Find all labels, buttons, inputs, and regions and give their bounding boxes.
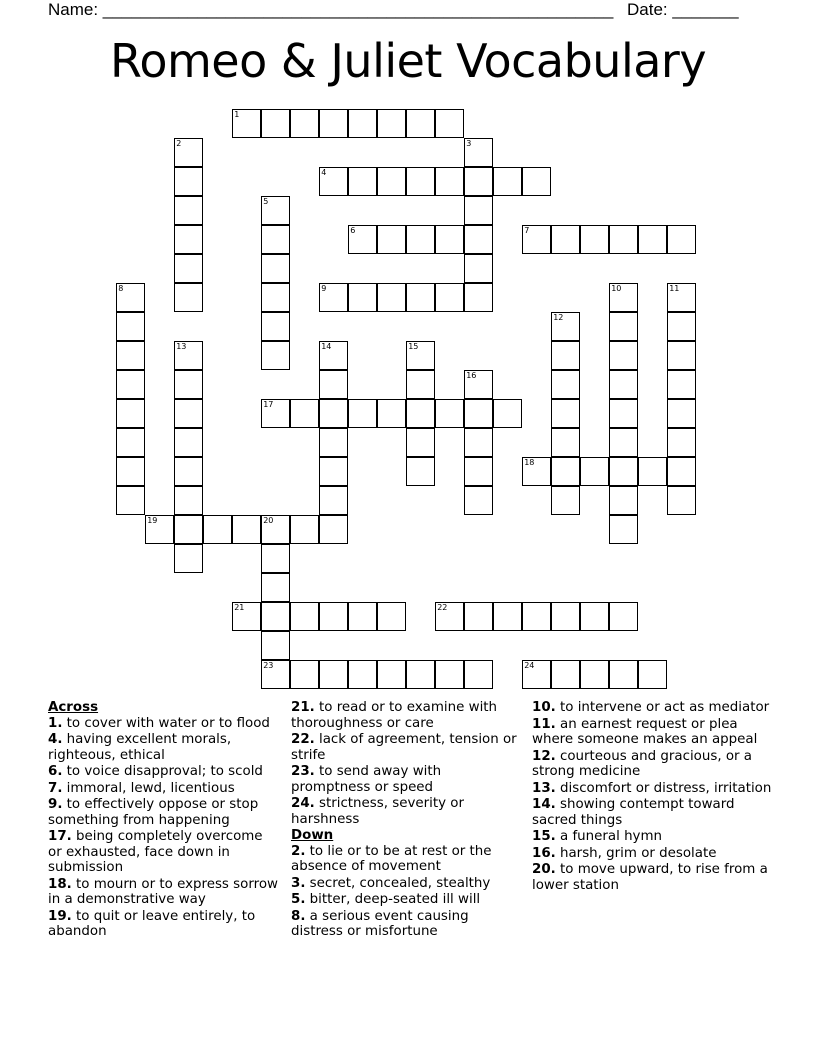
- clue-number-label: 8.: [291, 908, 306, 924]
- clue-number-label: 12.: [532, 748, 556, 764]
- grid-cell[interactable]: [116, 341, 145, 370]
- clue-column-2: [291, 700, 519, 941]
- grid-cell[interactable]: [232, 109, 261, 138]
- grid-cell[interactable]: [609, 312, 638, 341]
- clue-text: strictness, severity or harshness: [291, 796, 464, 827]
- clue-text: courteous and gracious, or a strong medicine: [532, 748, 753, 779]
- grid-cell[interactable]: [580, 457, 609, 486]
- clue-number-label: 6.: [48, 764, 63, 779]
- grid-cell[interactable]: [377, 399, 406, 428]
- clue-number: 12: [553, 313, 564, 323]
- grid-cell[interactable]: [406, 341, 435, 370]
- grid-cell[interactable]: [261, 196, 290, 225]
- clue-number: 4: [321, 168, 327, 178]
- grid-cell[interactable]: [667, 370, 696, 399]
- grid-cell[interactable]: [551, 602, 580, 631]
- grid-cell[interactable]: [348, 602, 377, 631]
- clue-number: 17: [263, 400, 274, 410]
- grid-cell[interactable]: [609, 602, 638, 631]
- grid-cell[interactable]: [406, 370, 435, 399]
- grid-cell[interactable]: [290, 515, 319, 544]
- clue-text: an earnest request or plea where someone makes an appeal: [532, 716, 758, 747]
- clue-item: [291, 796, 519, 827]
- grid-cell[interactable]: [435, 225, 464, 254]
- clue-text: showing contempt toward sacred things: [532, 797, 735, 828]
- clue-item: [291, 892, 519, 908]
- clue-text: to send away with promptness or speed: [291, 764, 442, 795]
- across-clue-list: [48, 716, 278, 940]
- grid-cell[interactable]: [348, 283, 377, 312]
- grid-cell[interactable]: [638, 225, 667, 254]
- grid-cell[interactable]: [464, 486, 493, 515]
- grid-cell[interactable]: [435, 602, 464, 631]
- grid-cell[interactable]: [609, 515, 638, 544]
- clue-number-label: 2.: [291, 843, 306, 859]
- clue-number-label: 21.: [291, 700, 315, 715]
- clue-number: 11: [669, 284, 680, 294]
- grid-cell[interactable]: [377, 602, 406, 631]
- clue-number-label: 9.: [48, 797, 63, 812]
- grid-cell[interactable]: [319, 283, 348, 312]
- clue-number-label: 3.: [291, 875, 306, 891]
- clue-number-label: 15.: [532, 829, 556, 844]
- grid-cell[interactable]: [319, 399, 348, 428]
- across-clue-list-continued: [291, 700, 519, 827]
- clue-item: [48, 781, 278, 797]
- clue-text: a funeral hymn: [555, 829, 663, 844]
- grid-cell[interactable]: [609, 399, 638, 428]
- grid-cell[interactable]: [464, 399, 493, 428]
- clue-item: [532, 781, 772, 797]
- clue-number: 23: [263, 661, 274, 671]
- grid-cell[interactable]: [609, 457, 638, 486]
- grid-cell[interactable]: [174, 341, 203, 370]
- grid-cell[interactable]: [464, 196, 493, 225]
- grid-cell[interactable]: [174, 196, 203, 225]
- grid-cell[interactable]: [348, 660, 377, 689]
- grid-cell[interactable]: [667, 312, 696, 341]
- clue-text: harsh, grim or desolate: [555, 845, 717, 861]
- clue-item: [291, 876, 519, 892]
- grid-cell[interactable]: [464, 167, 493, 196]
- grid-cell[interactable]: [319, 486, 348, 515]
- clue-number-label: 11.: [532, 716, 556, 732]
- clue-number-label: 13.: [532, 780, 556, 796]
- grid-cell[interactable]: [609, 283, 638, 312]
- clue-number-label: 4.: [48, 732, 63, 747]
- grid-cell[interactable]: [116, 312, 145, 341]
- clue-text: lack of agreement, tension or strife: [291, 732, 517, 763]
- grid-cell[interactable]: [638, 660, 667, 689]
- grid-cell[interactable]: [377, 167, 406, 196]
- clue-item: [48, 877, 278, 908]
- grid-cell[interactable]: [377, 660, 406, 689]
- grid-cell[interactable]: [493, 399, 522, 428]
- clue-text: discomfort or distress, irritation: [555, 780, 772, 796]
- grid-cell[interactable]: [493, 167, 522, 196]
- clue-number-label: 1.: [48, 715, 63, 731]
- grid-cell[interactable]: [174, 167, 203, 196]
- grid-cell[interactable]: [261, 283, 290, 312]
- grid-cell[interactable]: [174, 370, 203, 399]
- grid-cell[interactable]: [464, 370, 493, 399]
- grid-cell[interactable]: [406, 283, 435, 312]
- clue-number: 7: [524, 226, 530, 236]
- grid-cell[interactable]: [464, 283, 493, 312]
- clue-number-label: 22.: [291, 732, 315, 747]
- grid-cell[interactable]: [551, 225, 580, 254]
- clue-item: [48, 764, 278, 780]
- grid-cell[interactable]: [667, 341, 696, 370]
- clue-item: [291, 909, 519, 940]
- grid-cell[interactable]: [464, 660, 493, 689]
- clue-number-label: 17.: [48, 829, 72, 844]
- clue-text: to lie or to be at rest or the absence of movement: [291, 843, 492, 874]
- grid-cell[interactable]: [174, 457, 203, 486]
- clue-number: 6: [350, 226, 356, 236]
- down-heading: Down: [291, 828, 334, 843]
- clue-item: [291, 732, 519, 763]
- grid-cell[interactable]: [261, 602, 290, 631]
- clue-item: [532, 829, 772, 845]
- grid-cell[interactable]: [580, 225, 609, 254]
- grid-cell[interactable]: [116, 370, 145, 399]
- clue-text: to effectively oppose or stop something from happening: [48, 797, 259, 828]
- grid-cell[interactable]: [290, 109, 319, 138]
- grid-cell[interactable]: [174, 399, 203, 428]
- grid-cell[interactable]: [319, 428, 348, 457]
- grid-cell[interactable]: [261, 544, 290, 573]
- clue-item: [532, 717, 772, 748]
- grid-cell[interactable]: [580, 660, 609, 689]
- clue-number: 2: [176, 139, 182, 149]
- clue-item: [291, 844, 519, 875]
- grid-cell[interactable]: [116, 428, 145, 457]
- grid-cell[interactable]: [319, 457, 348, 486]
- clue-number: 16: [466, 371, 477, 381]
- clue-number-label: 23.: [291, 764, 315, 779]
- clue-number: 13: [176, 342, 187, 352]
- grid-cell[interactable]: [464, 602, 493, 631]
- grid-cell[interactable]: [174, 254, 203, 283]
- grid-cell[interactable]: [261, 573, 290, 602]
- grid-cell[interactable]: [522, 457, 551, 486]
- grid-cell[interactable]: [174, 515, 203, 544]
- grid-cell[interactable]: [406, 225, 435, 254]
- grid-cell[interactable]: [261, 225, 290, 254]
- clue-text: to intervene or act as mediator: [555, 700, 770, 715]
- grid-cell[interactable]: [609, 486, 638, 515]
- grid-cell[interactable]: [406, 457, 435, 486]
- grid-cell[interactable]: [667, 486, 696, 515]
- grid-cell[interactable]: [609, 660, 638, 689]
- clue-item: [48, 716, 278, 732]
- grid-cell[interactable]: [551, 428, 580, 457]
- clue-item: [532, 846, 772, 862]
- grid-cell[interactable]: [261, 109, 290, 138]
- clue-item: [291, 700, 519, 731]
- grid-cell[interactable]: [319, 109, 348, 138]
- grid-cell[interactable]: [435, 283, 464, 312]
- clue-column-1: [48, 700, 278, 941]
- grid-cell[interactable]: [174, 486, 203, 515]
- clue-text: to mourn or to express sorrow in a demonstrative way: [48, 876, 278, 907]
- clue-text: to read or to examine with thoroughness or care: [291, 700, 498, 731]
- clue-number: 15: [408, 342, 419, 352]
- clue-text: secret, concealed, stealthy: [305, 875, 491, 891]
- grid-cell[interactable]: [435, 399, 464, 428]
- grid-cell[interactable]: [261, 660, 290, 689]
- clue-number-label: 18.: [48, 876, 72, 892]
- grid-cell[interactable]: [667, 283, 696, 312]
- grid-cell[interactable]: [609, 370, 638, 399]
- clue-number-label: 7.: [48, 780, 63, 796]
- grid-cell[interactable]: [551, 660, 580, 689]
- grid-cell[interactable]: [319, 167, 348, 196]
- clue-number: 18: [524, 458, 535, 468]
- grid-cell[interactable]: [551, 312, 580, 341]
- grid-cell[interactable]: [464, 225, 493, 254]
- clue-number: 14: [321, 342, 332, 352]
- grid-cell[interactable]: [174, 225, 203, 254]
- clue-number: 10: [611, 284, 622, 294]
- grid-cell[interactable]: [667, 428, 696, 457]
- clue-number-label: 19.: [48, 908, 72, 924]
- grid-cell[interactable]: [377, 225, 406, 254]
- grid-cell[interactable]: [406, 167, 435, 196]
- clue-number-label: 20.: [532, 862, 556, 877]
- grid-cell[interactable]: [319, 602, 348, 631]
- clue-text: to cover with water or to flood: [62, 715, 270, 731]
- grid-cell[interactable]: [406, 399, 435, 428]
- grid-cell[interactable]: [522, 660, 551, 689]
- clue-text: a serious event causing distress or misfortune: [291, 908, 469, 939]
- grid-cell[interactable]: [464, 457, 493, 486]
- grid-cell[interactable]: [435, 109, 464, 138]
- clue-text: being completely overcome or exhausted, face down in submission: [48, 829, 263, 875]
- grid-cell[interactable]: [435, 660, 464, 689]
- grid-cell[interactable]: [522, 225, 551, 254]
- grid-cell[interactable]: [290, 660, 319, 689]
- clue-number: 9: [321, 284, 327, 294]
- clue-number: 22: [437, 603, 448, 613]
- grid-cell[interactable]: [377, 283, 406, 312]
- grid-cell[interactable]: [174, 283, 203, 312]
- clue-number-label: 5.: [291, 892, 306, 907]
- clue-number-label: 14.: [532, 797, 556, 812]
- page-title: Romeo & Juliet Vocabulary: [109, 34, 707, 88]
- grid-cell[interactable]: [319, 341, 348, 370]
- grid-cell[interactable]: [406, 660, 435, 689]
- grid-cell[interactable]: [580, 602, 609, 631]
- clue-item: [48, 909, 278, 940]
- date-field[interactable]: Date: _______: [627, 0, 739, 19]
- grid-cell[interactable]: [145, 515, 174, 544]
- clue-text: bitter, deep-seated ill will: [305, 892, 481, 907]
- grid-cell[interactable]: [522, 602, 551, 631]
- grid-cell[interactable]: [406, 109, 435, 138]
- grid-cell[interactable]: [261, 312, 290, 341]
- grid-cell[interactable]: [638, 457, 667, 486]
- clue-column-3: [532, 700, 772, 894]
- clue-item: [291, 764, 519, 795]
- grid-cell[interactable]: [551, 399, 580, 428]
- grid-cell[interactable]: [290, 602, 319, 631]
- grid-cell[interactable]: [667, 225, 696, 254]
- grid-cell[interactable]: [319, 660, 348, 689]
- clue-text: immoral, lewd, licentious: [62, 780, 235, 796]
- clue-item: [48, 732, 278, 763]
- grid-cell[interactable]: [464, 428, 493, 457]
- clue-number: 3: [466, 139, 472, 149]
- grid-cell[interactable]: [348, 225, 377, 254]
- grid-cell[interactable]: [174, 138, 203, 167]
- grid-cell[interactable]: [232, 515, 261, 544]
- clue-number-label: 10.: [532, 700, 556, 715]
- grid-cell[interactable]: [667, 457, 696, 486]
- clue-number: 1: [234, 110, 240, 120]
- grid-cell[interactable]: [232, 602, 261, 631]
- grid-cell[interactable]: [551, 457, 580, 486]
- grid-cell[interactable]: [551, 341, 580, 370]
- grid-cell[interactable]: [261, 341, 290, 370]
- grid-cell[interactable]: [174, 428, 203, 457]
- clue-item: [532, 700, 772, 716]
- clue-number-label: 16.: [532, 845, 556, 861]
- grid-cell[interactable]: [261, 254, 290, 283]
- clue-text: having excellent morals, righteous, ethical: [48, 732, 232, 763]
- grid-cell[interactable]: [174, 544, 203, 573]
- clue-text: to voice disapproval; to scold: [62, 764, 263, 779]
- clue-item: [48, 829, 278, 876]
- grid-cell[interactable]: [319, 515, 348, 544]
- grid-cell[interactable]: [609, 225, 638, 254]
- grid-cell[interactable]: [522, 167, 551, 196]
- grid-cell[interactable]: [261, 631, 290, 660]
- clue-item: [532, 797, 772, 828]
- grid-cell[interactable]: [261, 399, 290, 428]
- grid-cell[interactable]: [348, 167, 377, 196]
- grid-cell[interactable]: [464, 138, 493, 167]
- grid-cell[interactable]: [116, 457, 145, 486]
- grid-cell[interactable]: [609, 428, 638, 457]
- grid-cell[interactable]: [348, 399, 377, 428]
- grid-cell[interactable]: [406, 428, 435, 457]
- grid-cell[interactable]: [261, 515, 290, 544]
- clue-number: 8: [118, 284, 124, 294]
- across-heading: Across: [48, 700, 99, 715]
- grid-cell[interactable]: [116, 486, 145, 515]
- grid-cell[interactable]: [609, 341, 638, 370]
- grid-cell[interactable]: [667, 399, 696, 428]
- grid-cell[interactable]: [551, 486, 580, 515]
- grid-cell[interactable]: [319, 370, 348, 399]
- clue-number-label: 24.: [291, 796, 315, 811]
- down-clue-list-continued: [532, 700, 772, 893]
- grid-cell[interactable]: [377, 109, 406, 138]
- grid-cell[interactable]: [435, 167, 464, 196]
- grid-cell[interactable]: [116, 399, 145, 428]
- grid-cell[interactable]: [551, 370, 580, 399]
- grid-cell[interactable]: [290, 399, 319, 428]
- clue-item: [532, 862, 772, 893]
- grid-cell[interactable]: [116, 283, 145, 312]
- grid-cell[interactable]: [493, 602, 522, 631]
- clue-number: 24: [524, 661, 535, 671]
- clue-text: to move upward, to rise from a lower station: [532, 862, 768, 893]
- name-field[interactable]: Name: ______________________________________________________: [48, 0, 614, 19]
- clue-number: 19: [147, 516, 158, 526]
- clue-item: [532, 749, 772, 780]
- down-clue-list: [291, 844, 519, 940]
- clue-item: [48, 797, 278, 828]
- grid-cell[interactable]: [464, 254, 493, 283]
- clue-number: 5: [263, 197, 269, 207]
- clue-number: 20: [263, 516, 274, 526]
- grid-cell[interactable]: [348, 109, 377, 138]
- clue-text: to quit or leave entirely, to abandon: [48, 908, 256, 939]
- clue-number: 21: [234, 603, 245, 613]
- grid-cell[interactable]: [203, 515, 232, 544]
